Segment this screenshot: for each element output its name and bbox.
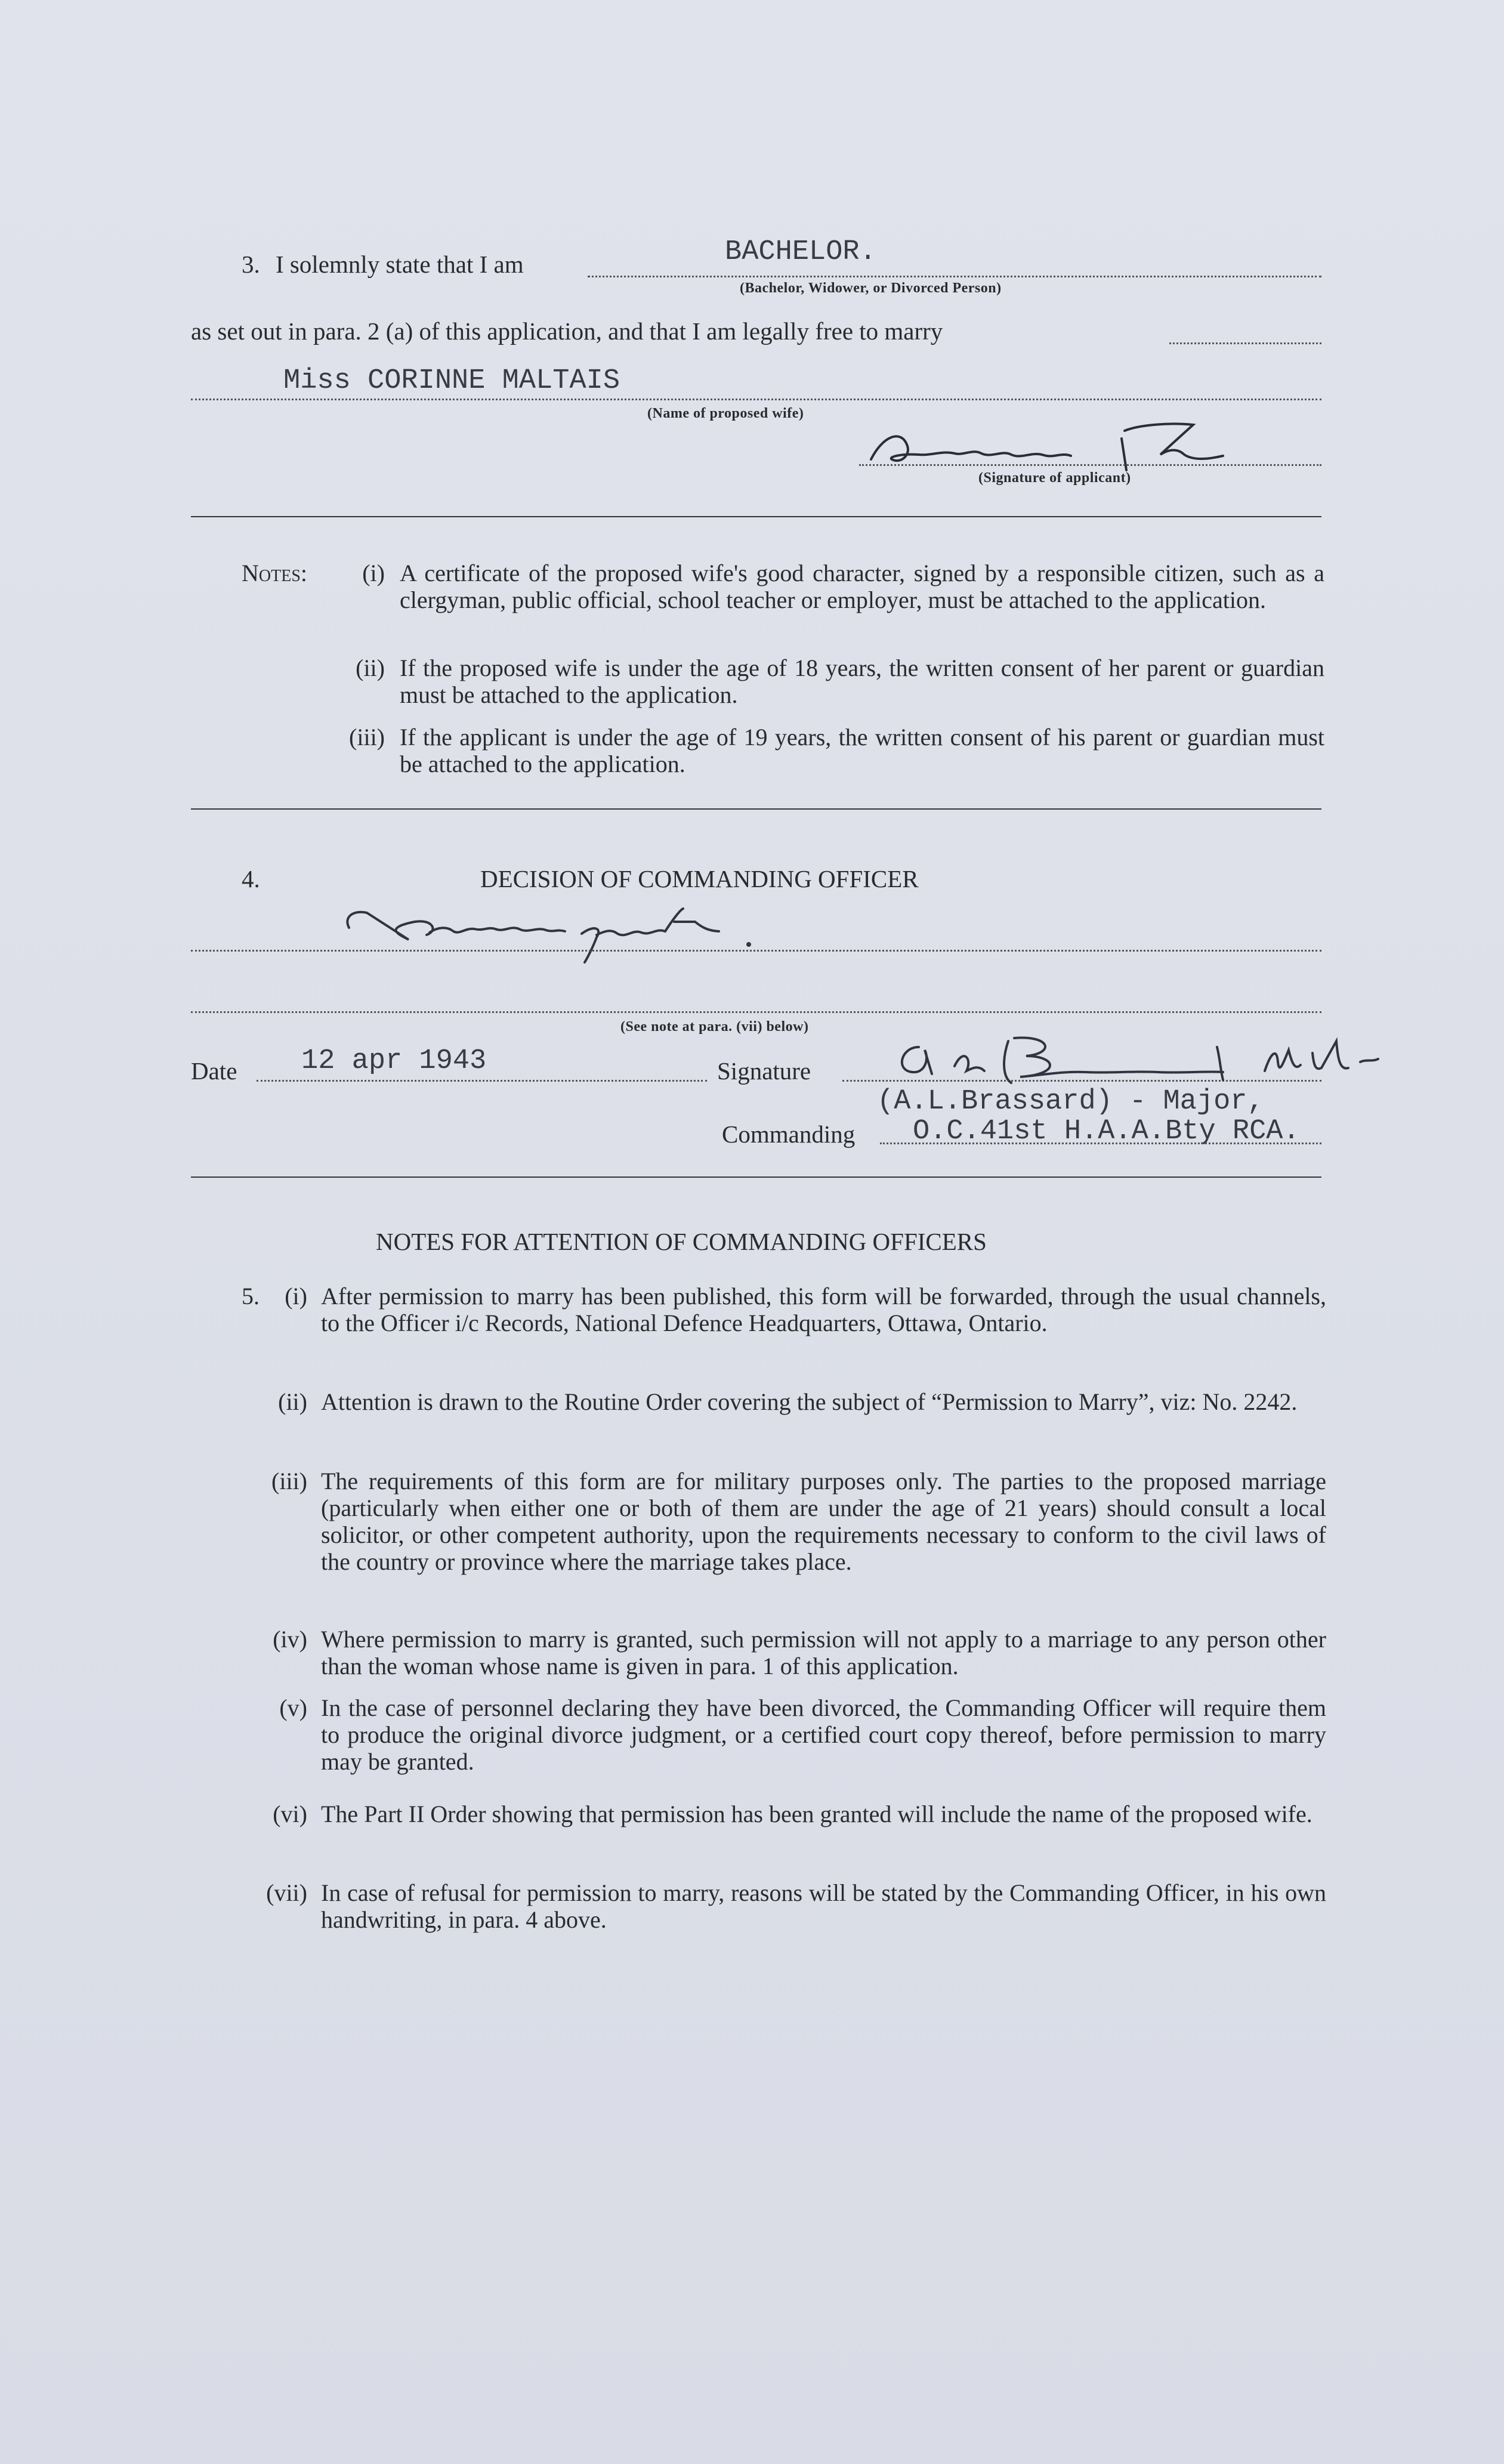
status-caption: (Bachelor, Widower, or Divorced Person) bbox=[740, 280, 1002, 296]
section3-line2: as set out in para. 2 (a) of this application, and that I am legally free to marry bbox=[191, 317, 943, 345]
applicant-signature-caption: (Signature of applicant) bbox=[978, 470, 1131, 486]
status-value: BACHELOR. bbox=[725, 236, 876, 268]
wife-caption: (Name of proposed wife) bbox=[647, 406, 804, 421]
commanding-line bbox=[880, 1143, 1321, 1144]
note-num: (ii) bbox=[356, 654, 385, 681]
signature-label: Signature bbox=[717, 1057, 811, 1085]
co-note-text: Where permission to marry is granted, such permission will not apply to a marriage to any person other than the woman whose name is given in para. 1 of this application. bbox=[321, 1626, 1326, 1679]
section4-number: 4. bbox=[242, 865, 260, 893]
note-text: A certificate of the proposed wife's good character, signed by a responsible citizen, such as a clergyman, public official, school teacher or employer, must be attached to the application. bbox=[400, 560, 1324, 613]
date-value: 12 apr 1943 bbox=[301, 1045, 487, 1077]
decision-line-2 bbox=[191, 1011, 1321, 1013]
section3-number: 3. bbox=[242, 251, 260, 278]
marry-field-line bbox=[1169, 342, 1321, 344]
divider-2 bbox=[191, 808, 1321, 810]
notes-label: Notes: bbox=[242, 560, 307, 586]
note-num: (iii) bbox=[349, 724, 385, 751]
decision-line-1 bbox=[191, 950, 1321, 952]
date-label: Date bbox=[191, 1057, 237, 1085]
proposed-wife-value: Miss CORINNE MALTAIS bbox=[283, 365, 620, 397]
co-notes-heading: NOTES FOR ATTENTION OF COMMANDING OFFICERS bbox=[376, 1228, 987, 1255]
divider-3 bbox=[191, 1177, 1321, 1178]
co-note-num: (i) bbox=[285, 1283, 307, 1310]
co-note-text: In the case of personnel declaring they have been divorced, the Commanding Officer will require them to produce the original divorce judgment, or a certified court copy thereof, before permission to marry may be granted. bbox=[321, 1694, 1326, 1775]
section3-statement: I solemnly state that I am bbox=[276, 251, 524, 278]
applicant-signature-line bbox=[859, 464, 1321, 466]
note-text: If the applicant is under the age of 19 years, the written consent of his parent or guardian must be attached to the application. bbox=[400, 724, 1324, 777]
co-note-text: The requirements of this form are for military purposes only. The parties to the proposed marriage (particularly when either one or both of them are under the age of 21 years) should consult a local solicitor, or other competent authority, upon the requirements necessary to conform to the civil laws of the country or province where the marriage takes place. bbox=[321, 1468, 1326, 1575]
date-line bbox=[257, 1080, 707, 1082]
co-notes-section-number: 5. bbox=[242, 1283, 260, 1310]
co-note-text: After permission to marry has been published, this form will be forwarded, through the usual channels, to the Officer i/c Records, National Defence Headquarters, Ottawa, Ontario. bbox=[321, 1283, 1326, 1336]
note-text: If the proposed wife is under the age of 18 years, the written consent of her parent or guardian must be attached to the application. bbox=[400, 654, 1324, 708]
commanding-label: Commanding bbox=[722, 1120, 856, 1148]
co-note-text: The Part II Order showing that permission has been granted will include the name of the proposed wife. bbox=[321, 1801, 1312, 1827]
divider-1 bbox=[191, 516, 1321, 517]
co-note-num: (iv) bbox=[273, 1626, 307, 1653]
co-note-num: (v) bbox=[279, 1694, 307, 1721]
status-field-line bbox=[588, 276, 1321, 277]
section4-heading: DECISION OF COMMANDING OFFICER bbox=[480, 865, 919, 893]
co-note-num: (ii) bbox=[278, 1388, 307, 1415]
co-note-text: Attention is drawn to the Routine Order covering the subject of “Permission to Marry”, viz: No. 2242. bbox=[321, 1388, 1298, 1415]
co-note-num: (vii) bbox=[266, 1879, 307, 1906]
commanding-value: O.C.41st H.A.A.Bty RCA. bbox=[913, 1116, 1300, 1147]
co-note-num: (iii) bbox=[271, 1468, 307, 1495]
signer-name: (A.L.Brassard) - Major, bbox=[877, 1086, 1264, 1117]
decision-handwriting bbox=[331, 898, 796, 967]
co-note-text: In case of refusal for permission to marry, reasons will be stated by the Commanding Officer, in his own handwriting, in para. 4 above. bbox=[321, 1879, 1326, 1933]
note-num: (i) bbox=[362, 560, 385, 586]
wife-name-line bbox=[191, 399, 1321, 400]
see-note-caption: (See note at para. (vii) below) bbox=[620, 1019, 809, 1035]
co-signature bbox=[883, 1029, 1408, 1092]
co-note-num: (vi) bbox=[273, 1801, 307, 1827]
